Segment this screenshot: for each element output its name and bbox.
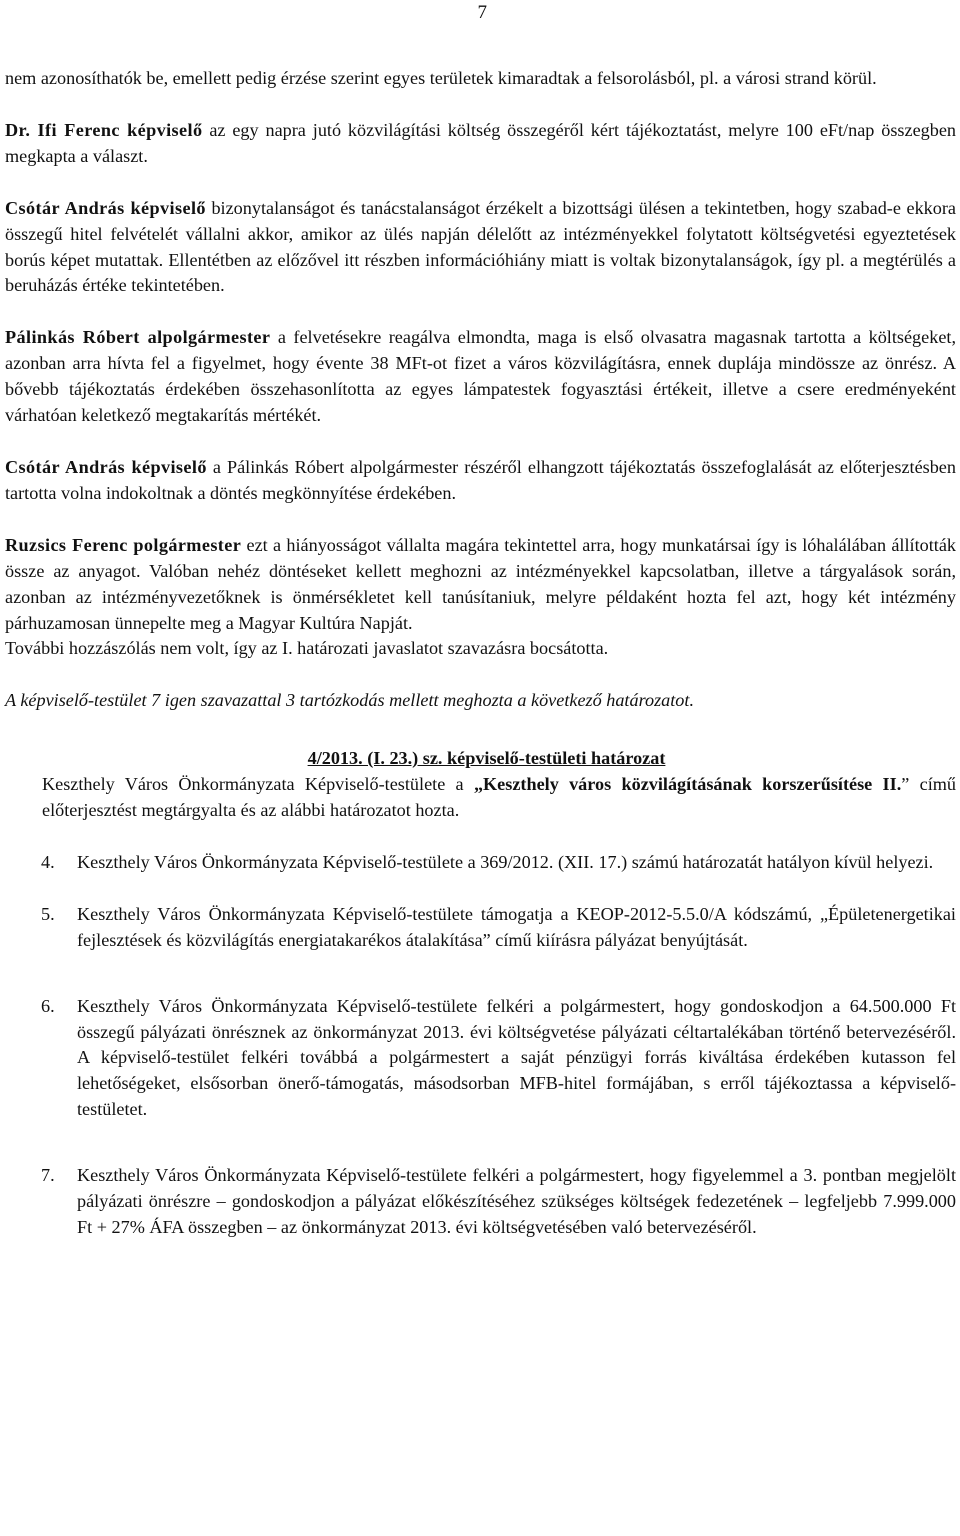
decision-point-text: Keszthely Város Önkormányzata Képviselő-testülete a 369/2012. (XII. 17.) számú határozatát hatályon kívül helyezi. [77,851,934,872]
paragraph-text: a felvetésekre reagálva elmondta, maga is első olvasatra magasnak tartotta a költségeket, azonban arra hívta fel a figyelmet, hogy évente 38 MFt-ot fizet a város közvilágításra, ennek duplája mindössze az önrész. A bővebb tájékoztatás érdekében összehasonlította az egyes lámpatestek fogyasztási értékeit, illetve a csere eredményeként várhatóan keletkező megtakarítás mértékét. [5,327,956,426]
decision-point-text: Keszthely Város Önkormányzata Képviselő-testülete felkéri a polgármestert, hogy gondoskodjon a 64.500.000 Ft összegű pályázati önrésznek az önkormányzat 2013. évi költségvetése pályázati céltartalékában történő betervezéséről. A képviselő-testület felkéri továbbá a polgármestert a saját pénzügyi forrás kiváltása érdekében kutasson fel lehetőségeket, elsősorban önerő-támogatás, másodsorban MFB-hitel formájában, s erről tájékoztassa a képviselő-testületet. [77,995,956,1120]
speaker-name: Pálinkás Róbert alpolgármester [5,327,271,348]
paragraph-palinkas-robert [5,325,956,429]
paragraph-strand: nem azonosíthatók be, emellett pedig érzése szerint egyes területek kimaradtak a felsorolásból, pl. a városi strand körül. [5,68,877,88]
paragraph-csotar-andras-1 [5,196,956,300]
paragraph-text: ezt a hiányosságot vállalta magára tekintettel arra, hogy munkatársai így is lóhalálában állították össze az anyagot. Valóban nehéz döntéseket kellett meghozni az intézményekkel kapcsolatban, illetve a tárgyalások során, azonban az intézményvezetőknek is önmérsékletet kell tanúsítaniuk, melyre példaként hozta fel azt, hogy két intézmény párhuzamosan ünnepelte meg a Magyar Kultúra Napját. [5,534,956,633]
decision-points [5,850,956,1241]
document-body [5,66,956,1241]
decision-intro [5,772,956,824]
speaker-name: Csótár András képviselő [5,197,206,218]
page-number: 7 [477,2,487,23]
decision-intro-post: ” című előterjesztést megtárgyalta és az alábbi határozatot hozta. [42,774,956,821]
paragraph-vote-call: További hozzászólás nem volt, így az I. határozati javaslatot szavazásra bocsátotta. [5,638,609,659]
paragraph-ruzsics-ferenc [5,533,956,637]
decision-subject: „Keszthely város közvilágításának korszerűsítése II. [473,774,902,795]
decision-point-text: Keszthely Város Önkormányzata Képviselő-testülete felkéri a polgármestert, hogy figyelemmel a 3. pontban megjelölt pályázati önrészre – gondoskodjon a pályázat előkészítéséhez szükséges költségek fedezetének – legfeljebb 7.999.000 Ft + 27% ÁFA összegben – az önkormányzat 2013. évi költségvetésében való betervezéséről. [77,1165,956,1237]
decision-point-number: 5. [41,903,55,924]
decision-point-number: 6. [41,995,55,1016]
decision-point-text: Keszthely Város Önkormányzata Képviselő-testülete támogatja a KEOP-2012-5.5.0/A kódszámú, „Épületenergetikai fejlesztések és közvilágítás energiatakarékos átalakítása” című kiírásra pályázat benyújtását. [77,903,956,950]
paragraph-text: a Pálinkás Róbert alpolgármester részéről elhangzott tájékoztatás összefoglalását az előterjesztésben tartotta volna indokoltnak a döntés megkönnyítése érdekében. [5,456,956,503]
decision-point [5,1163,956,1241]
decision-point [5,994,956,1124]
decision-point-number: 7. [41,1165,55,1186]
paragraph-ifi-ferenc [5,118,956,170]
speaker-name: Csótár András képviselő [5,456,207,477]
decision-point-number: 4. [41,851,55,872]
paragraph-text: az egy napra jutó közvilágítási költség összegéről kért tájékoztatást, melyre 100 eFt/nap összegben megkapta a választ. [5,119,956,166]
vote-result: A képviselő-testület 7 igen szavazattal 3 tartózkodás mellett meghozta a következő határozatot. [5,690,694,711]
speaker-name: Ruzsics Ferenc polgármester [5,534,242,555]
decision-title: 4/2013. (I. 23.) sz. képviselő-testületi határozat [307,748,666,769]
decision-intro-pre: Keszthely Város Önkormányzata Képviselő-testülete a [42,774,474,795]
speaker-name: Dr. Ifi Ferenc képviselő [5,119,203,140]
decision-point [5,850,956,876]
decision-point [5,902,956,954]
paragraph-csotar-andras-2 [5,455,956,507]
paragraph-text: bizonytalanságot és tanácstalanságot érzékelt a bizottsági ülésen a tekintetben, hogy szabad-e ekkora összegű hitel felvételét vállalni akkor, amikor az ülés napján délelőtt az intézményekkel folytatott költségvetési egyeztetések borús képet mutattak. Ellentétben az előzővel itt részben információhiány miatt is voltak bizonytalanságok, így pl. a megtérülés a beruházás értéke tekintetében. [5,197,956,296]
